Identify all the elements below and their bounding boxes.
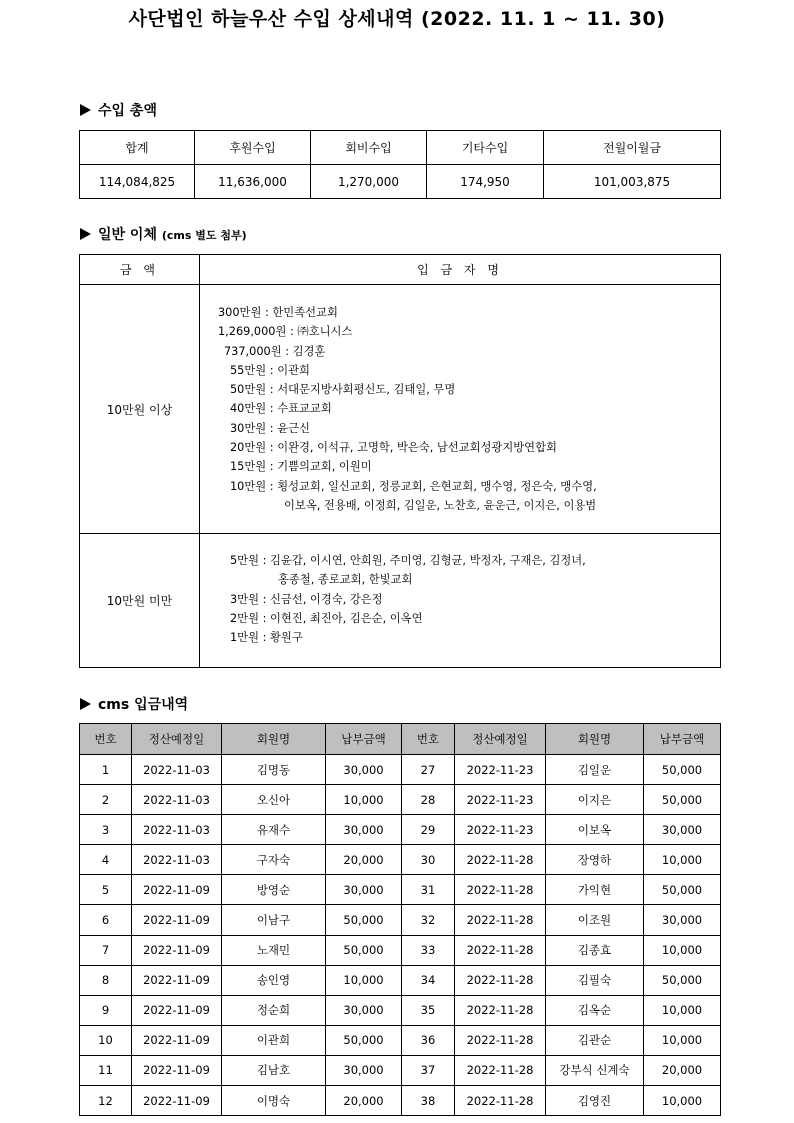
summary-header-cell: 후원수입 — [195, 131, 311, 165]
table-cell: 10,000 — [326, 785, 402, 815]
triangle-bullet-icon — [80, 228, 91, 240]
table-cell: 2022-11-09 — [132, 1055, 222, 1085]
table-cell: 김필숙 — [546, 965, 644, 995]
table-cell: 방영순 — [222, 875, 326, 905]
page-title: 사단법인 하늘우산 수입 상세내역 (2022. 11. 1 ~ 11. 30) — [128, 8, 666, 30]
table-cell: 7 — [80, 935, 132, 965]
table-cell: 2022-11-28 — [455, 1086, 546, 1116]
table-cell: 30,000 — [644, 815, 721, 845]
depositor-column-header: 입 금 자 명 — [200, 255, 721, 285]
table-cell: 2022-11-23 — [455, 785, 546, 815]
table-cell: 2022-11-09 — [132, 1025, 222, 1055]
table-cell: 2022-11-28 — [455, 1055, 546, 1085]
table-cell: 31 — [402, 875, 455, 905]
table-cell: 강부식 신계숙 — [546, 1055, 644, 1085]
table-cell: 10 — [80, 1025, 132, 1055]
summary-header-cell: 기타수입 — [427, 131, 544, 165]
table-cell: 김옥순 — [546, 995, 644, 1025]
table-cell: 30,000 — [326, 815, 402, 845]
depositor-line: 55만원 : 이관희 — [230, 363, 310, 377]
table-cell: 50,000 — [326, 1025, 402, 1055]
depositor-line: 40만원 : 수표교교회 — [230, 402, 332, 416]
table-cell: 50,000 — [326, 935, 402, 965]
table-cell: 30,000 — [326, 875, 402, 905]
table-cell: 50,000 — [644, 785, 721, 815]
table-cell: 2022-11-28 — [455, 965, 546, 995]
depositor-line: 5만원 : 김윤갑, 이시연, 안희원, 주미영, 김형균, 박정자, 구재은, 김정녀, — [230, 554, 586, 567]
table-cell: 장영하 — [546, 845, 644, 875]
table-cell: 김종효 — [546, 935, 644, 965]
table-cell: 33 — [402, 935, 455, 965]
cms-header-cell: 번호 — [402, 724, 455, 755]
depositor-line: 30만원 : 윤근신 — [230, 421, 310, 435]
table-cell: 32 — [402, 905, 455, 935]
general-under-row — [80, 534, 721, 668]
summary-header-cell: 회비수입 — [311, 131, 427, 165]
table-cell: 김남호 — [222, 1055, 326, 1085]
depositor-line: 737,000원 : 김경훈 — [224, 344, 326, 358]
cms-header-cell: 납부금액 — [644, 724, 721, 755]
triangle-bullet-icon — [80, 104, 91, 116]
cms-table-body — [80, 755, 721, 1116]
table-cell: 김일운 — [546, 755, 644, 785]
table-cell: 이남구 — [222, 905, 326, 935]
table-cell: 2022-11-09 — [132, 905, 222, 935]
depositor-line: 2만원 : 이현진, 최진아, 김은순, 이옥연 — [230, 611, 423, 625]
depositor-line: 이보옥, 전용배, 이정희, 김일운, 노찬호, 윤운근, 이지은, 이용범 — [284, 498, 597, 512]
table-cell: 38 — [402, 1086, 455, 1116]
over-category-label: 10만원 이상 — [80, 285, 200, 534]
table-cell: 6 — [80, 905, 132, 935]
table-cell: 10,000 — [644, 1086, 721, 1116]
cms-header-row — [80, 724, 721, 755]
table-cell: 20,000 — [326, 1086, 402, 1116]
cms-header-cell: 번호 — [80, 724, 132, 755]
table-cell: 30,000 — [326, 1055, 402, 1085]
table-cell: 김영진 — [546, 1086, 644, 1116]
table-cell: 2022-11-09 — [132, 875, 222, 905]
table-cell: 30,000 — [644, 905, 721, 935]
table-cell: 이명숙 — [222, 1086, 326, 1116]
cms-header-cell: 회원명 — [222, 724, 326, 755]
table-cell: 이지은 — [546, 785, 644, 815]
table-cell: 10,000 — [644, 995, 721, 1025]
table-cell: 3 — [80, 815, 132, 845]
summary-value-cell: 114,084,825 — [80, 165, 195, 199]
summary-header-cell: 합계 — [80, 131, 195, 165]
summary-table — [79, 130, 721, 199]
table-cell: 10,000 — [644, 1025, 721, 1055]
table-row — [80, 1086, 721, 1116]
general-over-row — [80, 285, 721, 534]
summary-value-cell: 174,950 — [427, 165, 544, 199]
cms-header-cell: 정산예정일 — [132, 724, 222, 755]
table-cell: 2022-11-03 — [132, 755, 222, 785]
summary-heading: 수입 총액 — [80, 100, 157, 120]
table-row — [80, 1025, 721, 1055]
table-cell: 2022-11-09 — [132, 995, 222, 1025]
table-cell: 30 — [402, 845, 455, 875]
summary-value-cell: 1,270,000 — [311, 165, 427, 199]
table-cell: 10,000 — [326, 965, 402, 995]
table-cell: 2022-11-28 — [455, 845, 546, 875]
table-cell: 김명동 — [222, 755, 326, 785]
table-cell: 2022-11-09 — [132, 965, 222, 995]
table-cell: 2022-11-28 — [455, 1025, 546, 1055]
table-cell: 50,000 — [644, 875, 721, 905]
table-cell: 이조원 — [546, 905, 644, 935]
table-row — [80, 845, 721, 875]
cms-header-cell: 납부금액 — [326, 724, 402, 755]
cms-heading: cms 입금내역 — [80, 694, 188, 714]
table-cell: 8 — [80, 965, 132, 995]
under-category-label: 10만원 미만 — [80, 534, 200, 668]
general-heading: 일반 이체 (cms 별도 첨부) — [80, 224, 247, 244]
depositor-line: 15만원 : 기쁨의교회, 이원미 — [230, 460, 372, 474]
depositor-line: 50만원 : 서대문지방사회평신도, 김태일, 무명 — [230, 383, 456, 397]
table-cell: 35 — [402, 995, 455, 1025]
table-row — [80, 755, 721, 785]
table-cell: 2022-11-28 — [455, 995, 546, 1025]
table-cell: 유재수 — [222, 815, 326, 845]
general-transfer-table — [79, 254, 721, 668]
cms-deposit-table — [79, 723, 721, 1116]
table-cell: 2022-11-03 — [132, 785, 222, 815]
table-cell: 4 — [80, 845, 132, 875]
table-row — [80, 815, 721, 845]
table-cell: 2 — [80, 785, 132, 815]
table-cell: 20,000 — [644, 1055, 721, 1085]
summary-header-row — [80, 131, 721, 165]
table-cell: 36 — [402, 1025, 455, 1055]
depositor-line: 10만원 : 횡성교회, 일신교회, 정릉교회, 은현교회, 맹수영, 정은숙, 맹수영, — [230, 479, 597, 493]
depositor-line: 1,269,000원 : ㈜호니시스 — [218, 325, 353, 339]
depositor-line: 20만원 : 이완경, 이석규, 고명학, 박은숙, 남선교회성광지방연합회 — [230, 441, 557, 455]
table-cell: 29 — [402, 815, 455, 845]
table-cell: 2022-11-23 — [455, 815, 546, 845]
general-note: (cms 별도 첨부) — [161, 229, 247, 242]
table-cell: 노재민 — [222, 935, 326, 965]
depositor-line: 3만원 : 신금선, 이경숙, 강은정 — [230, 592, 383, 606]
cms-header-cell: 정산예정일 — [455, 724, 546, 755]
table-cell: 34 — [402, 965, 455, 995]
table-cell: 송인영 — [222, 965, 326, 995]
table-cell: 2022-11-28 — [455, 935, 546, 965]
table-row — [80, 1055, 721, 1085]
depositor-line: 홍종철, 종로교회, 한빛교회 — [278, 573, 413, 587]
under-depositor-list — [200, 534, 721, 668]
table-cell: 이보옥 — [546, 815, 644, 845]
table-cell: 9 — [80, 995, 132, 1025]
table-cell: 2022-11-23 — [455, 755, 546, 785]
table-cell: 가익현 — [546, 875, 644, 905]
table-cell: 2022-11-09 — [132, 1086, 222, 1116]
table-row — [80, 965, 721, 995]
table-cell: 1 — [80, 755, 132, 785]
table-cell: 20,000 — [326, 845, 402, 875]
table-cell: 37 — [402, 1055, 455, 1085]
table-row — [80, 905, 721, 935]
table-cell: 50,000 — [326, 905, 402, 935]
table-cell: 27 — [402, 755, 455, 785]
table-cell: 5 — [80, 875, 132, 905]
table-cell: 구자숙 — [222, 845, 326, 875]
table-cell: 28 — [402, 785, 455, 815]
depositor-line: 1만원 : 황원구 — [230, 631, 303, 645]
table-cell: 이관희 — [222, 1025, 326, 1055]
table-row — [80, 995, 721, 1025]
table-cell: 오신아 — [222, 785, 326, 815]
table-cell: 30,000 — [326, 755, 402, 785]
table-row — [80, 935, 721, 965]
summary-value-row — [80, 165, 721, 199]
table-cell: 정순희 — [222, 995, 326, 1025]
table-cell: 김관순 — [546, 1025, 644, 1055]
cms-header-cell: 회원명 — [546, 724, 644, 755]
table-row — [80, 785, 721, 815]
table-cell: 10,000 — [644, 935, 721, 965]
depositor-line: 300만원 : 한민족선교회 — [218, 306, 338, 319]
table-row — [80, 875, 721, 905]
summary-header-cell: 전월이월금 — [544, 131, 721, 165]
general-header-row — [80, 255, 721, 285]
table-cell: 2022-11-28 — [455, 905, 546, 935]
over-depositor-list — [200, 285, 721, 534]
table-cell: 2022-11-03 — [132, 815, 222, 845]
table-cell: 50,000 — [644, 965, 721, 995]
summary-value-cell: 101,003,875 — [544, 165, 721, 199]
summary-value-cell: 11,636,000 — [195, 165, 311, 199]
table-cell: 12 — [80, 1086, 132, 1116]
table-cell: 30,000 — [326, 995, 402, 1025]
table-cell: 2022-11-03 — [132, 845, 222, 875]
table-cell: 2022-11-28 — [455, 875, 546, 905]
table-cell: 50,000 — [644, 755, 721, 785]
triangle-bullet-icon — [80, 698, 91, 710]
amount-column-header: 금 액 — [80, 255, 200, 285]
table-cell: 11 — [80, 1055, 132, 1085]
table-cell: 2022-11-09 — [132, 935, 222, 965]
table-cell: 10,000 — [644, 845, 721, 875]
